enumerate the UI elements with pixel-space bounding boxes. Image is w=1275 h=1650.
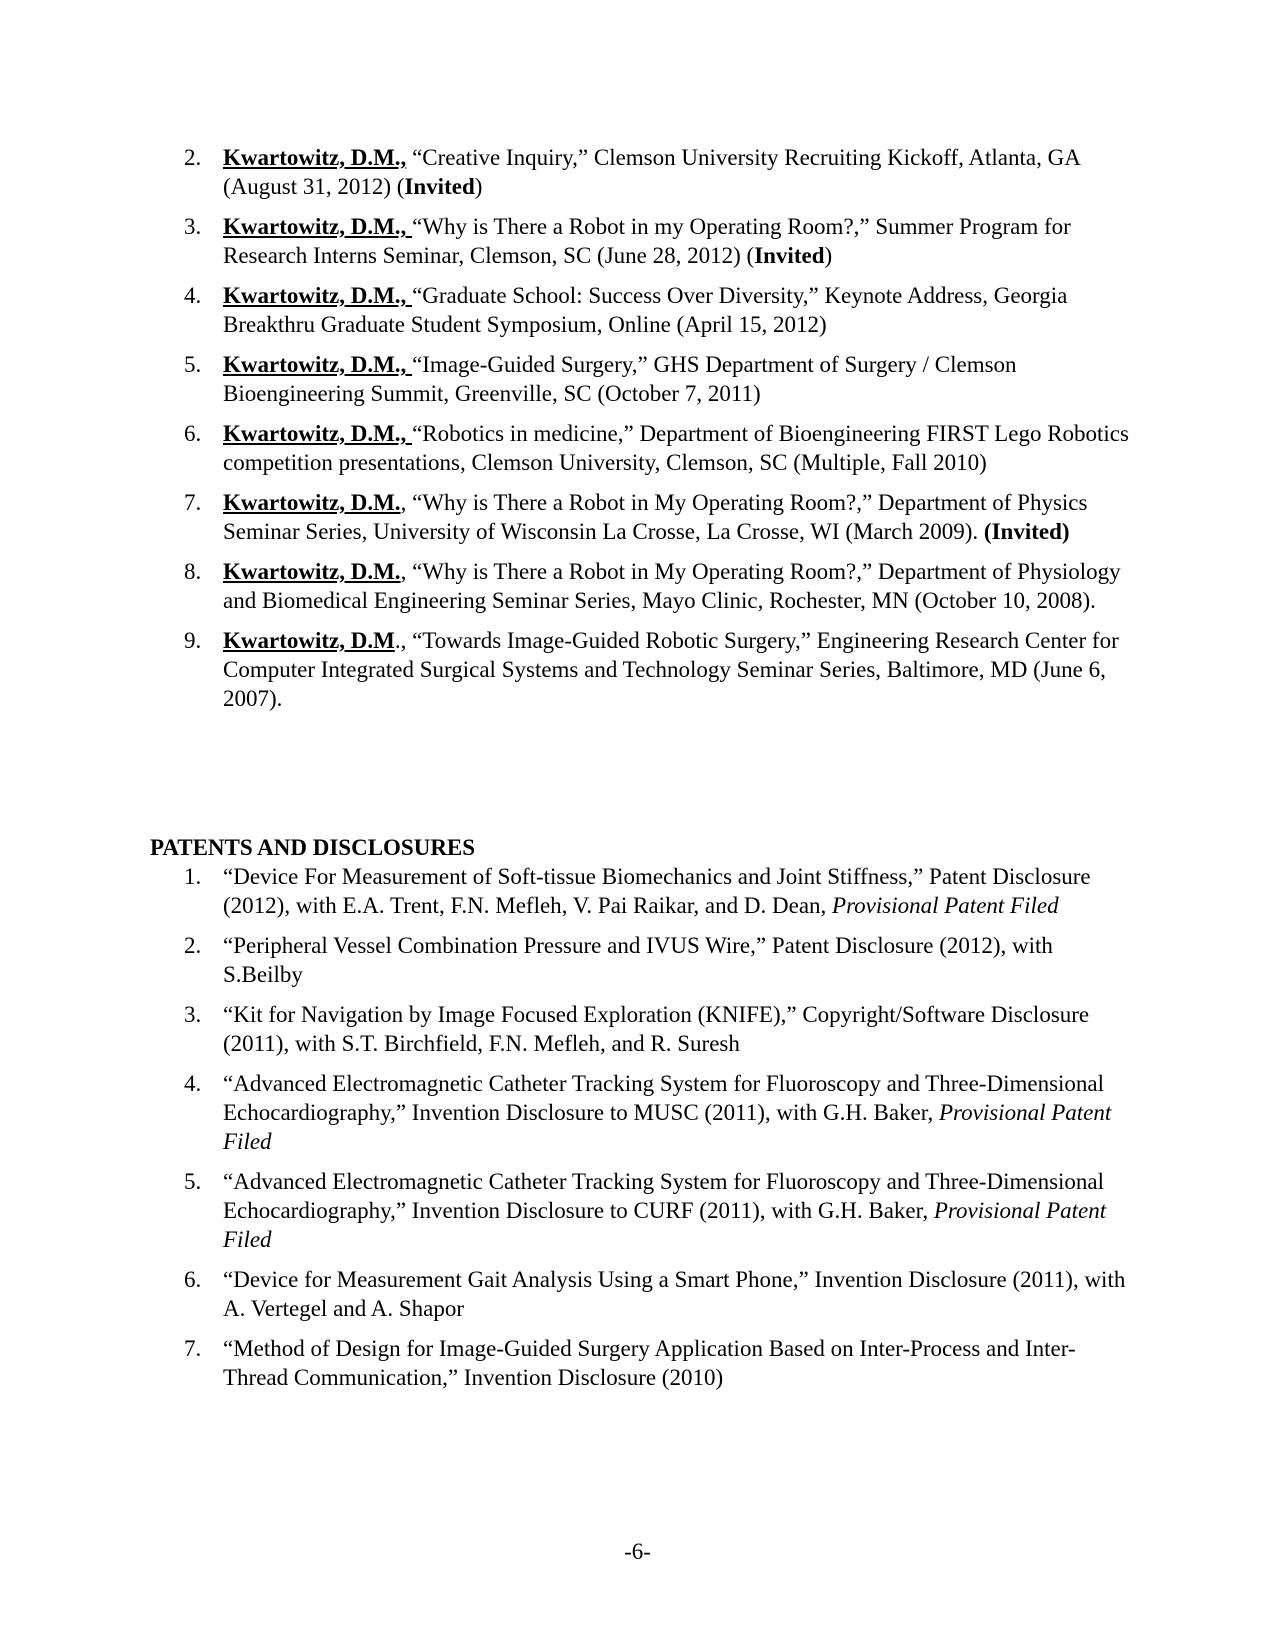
list-item xyxy=(150,557,1130,615)
item-number: 7. xyxy=(184,1336,202,1361)
list-item xyxy=(150,1334,1130,1392)
item-number: 5. xyxy=(184,352,202,377)
item-text: “Advanced Electromagnetic Catheter Tracking System for Fluoroscopy and Three-Dimensional Echocardiography,” Invention Disclosure to MUSC (2011), with G.H. Baker, xyxy=(223,1071,1105,1125)
item-number: 5. xyxy=(184,1169,202,1194)
item-number: 4. xyxy=(184,1071,202,1096)
author-name: Kwartowitz, D.M., xyxy=(223,283,413,308)
item-text: ., “Towards Image-Guided Robotic Surgery,” Engineering Research Center for Computer Integrated Surgical Systems and Technology Seminar Series, Baltimore, MD (June 6, 2007). xyxy=(223,628,1119,711)
status-note: Provisional Patent Filed xyxy=(223,1198,1107,1252)
author-name: Kwartowitz, D.M xyxy=(223,628,395,653)
status-note: Provisional Patent Filed xyxy=(223,1100,1112,1154)
item-number: 2. xyxy=(184,933,202,958)
item-number: 2. xyxy=(184,145,202,170)
list-item xyxy=(150,1069,1130,1156)
author-name: Kwartowitz, D.M. xyxy=(223,490,401,515)
item-tail: ) xyxy=(474,174,483,199)
item-number: 6. xyxy=(184,1267,202,1292)
list-item xyxy=(150,350,1130,408)
list-item xyxy=(150,488,1130,546)
list-item xyxy=(150,419,1130,477)
item-text: “Advanced Electromagnetic Catheter Tracking System for Fluoroscopy and Three-Dimensional Echocardiography,” Invention Disclosure to CURF (2011), with G.H. Baker, xyxy=(223,1169,1105,1223)
patents-list xyxy=(150,862,1130,1403)
list-item xyxy=(150,281,1130,339)
item-number: 3. xyxy=(184,214,202,239)
item-text: , “Why is There a Robot in My Operating Room?,” Department of Physiology and Biomedical Engineering Seminar Series, Mayo Clinic, Rochester, MN (October 10, 2008). xyxy=(223,559,1121,613)
item-text: “Device for Measurement Gait Analysis Using a Smart Phone,” Invention Disclosure (2011), with A. Vertegel and A. Shapor xyxy=(223,1267,1126,1321)
list-item xyxy=(150,1265,1130,1323)
item-text: “Device For Measurement of Soft-tissue Biomechanics and Joint Stiffness,” Patent Disclosure (2012), with E.A. Trent, F.N. Mefleh, V. Pai Raikar, and D. Dean, xyxy=(223,864,1091,918)
talks-list xyxy=(150,143,1130,724)
author-name: Kwartowitz, D.M., xyxy=(223,352,413,377)
author-name: Kwartowitz, D.M. xyxy=(223,559,401,584)
item-number: 3. xyxy=(184,1002,202,1027)
list-item xyxy=(150,1167,1130,1254)
author-name: Kwartowitz, D.M., xyxy=(223,421,413,446)
invited-label: (Invited) xyxy=(983,519,1070,544)
status-note: Provisional Patent Filed xyxy=(832,893,1059,918)
item-text: “Robotics in medicine,” Department of Bioengineering FIRST Lego Robotics competition presentations, Clemson University, Clemson, SC (Multiple, Fall 2010) xyxy=(223,421,1129,475)
item-number: 9. xyxy=(184,628,202,653)
item-tail: ) xyxy=(824,243,833,268)
page-number: -6- xyxy=(624,1539,651,1564)
item-text: “Image-Guided Surgery,” GHS Department of Surgery / Clemson Bioengineering Summit, Greenville, SC (October 7, 2011) xyxy=(223,352,1017,406)
list-item xyxy=(150,626,1130,713)
list-item xyxy=(150,862,1130,920)
invited-label: Invited xyxy=(754,243,825,268)
list-item xyxy=(150,1000,1130,1058)
list-item xyxy=(150,143,1130,201)
author-name: Kwartowitz, D.M., xyxy=(223,214,413,239)
item-text: “Method of Design for Image-Guided Surgery Application Based on Inter-Process and Inter-Thread Communication,” Invention Disclosure (2010) xyxy=(223,1336,1076,1390)
section-heading: PATENTS AND DISCLOSURES xyxy=(150,835,476,860)
item-number: 8. xyxy=(184,559,202,584)
list-item xyxy=(150,931,1130,989)
list-item xyxy=(150,212,1130,270)
item-text: “Kit for Navigation by Image Focused Exploration (KNIFE),” Copyright/Software Disclosure (2011), with S.T. Birchfield, F.N. Mefleh, and R. Suresh xyxy=(223,1002,1090,1056)
item-number: 7. xyxy=(184,490,202,515)
item-text: , “Why is There a Robot in My Operating Room?,” Department of Physics Seminar Series, University of Wisconsin La Crosse, La Crosse, WI (March 2009). xyxy=(223,490,1088,544)
item-number: 4. xyxy=(184,283,202,308)
item-text: “Creative Inquiry,” Clemson University Recruiting Kickoff, Atlanta, GA (August 31, 2012) ( xyxy=(223,145,1080,199)
item-number: 1. xyxy=(184,864,202,889)
item-text: “Graduate School: Success Over Diversity,” Keynote Address, Georgia Breakthru Graduate Student Symposium, Online (April 15, 2012) xyxy=(223,283,1068,337)
author-name: Kwartowitz, D.M., xyxy=(223,145,407,170)
item-text: “Why is There a Robot in my Operating Room?,” Summer Program for Research Interns Seminar, Clemson, SC (June 28, 2012) ( xyxy=(223,214,1071,268)
item-text: “Peripheral Vessel Combination Pressure and IVUS Wire,” Patent Disclosure (2012), with S.Beilby xyxy=(223,933,1053,987)
invited-label: Invited xyxy=(404,174,475,199)
item-number: 6. xyxy=(184,421,202,446)
